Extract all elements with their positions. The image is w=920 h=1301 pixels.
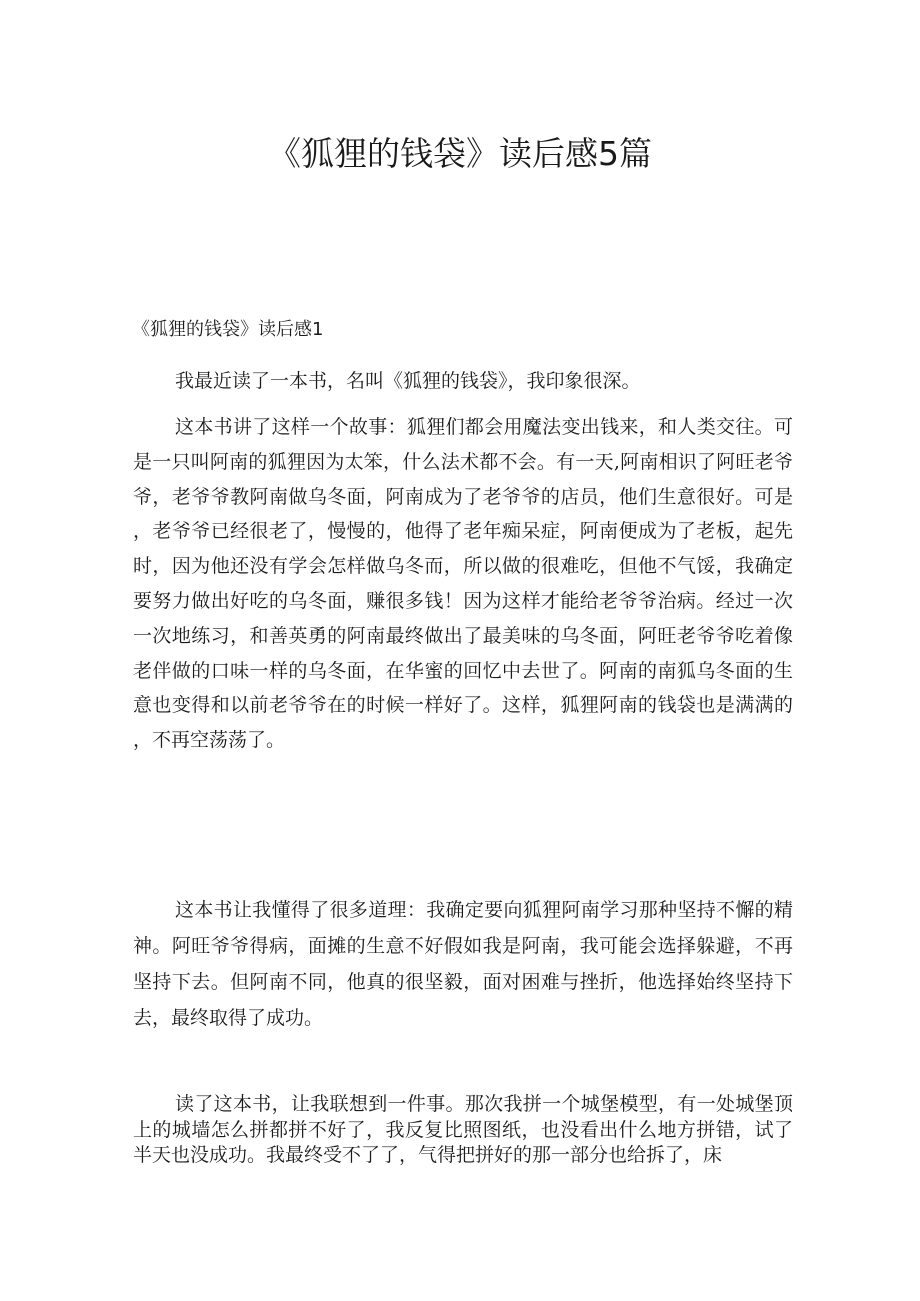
paragraph-intro: 我最近读了一本书，名叫《狐狸的钱袋》，我印象很深。 [175, 370, 641, 392]
section-title: 《狐狸的钱袋》读后感1 [132, 319, 324, 340]
paragraph-story: 这本书讲了这样一个故事：狐狸们都会用魔法变出钱来，和人类交往。可是一只叫阿南的狐狸因为太笨，什么法术都不会。有一天,阿南相识了阿旺老爷爷，老爷爷教阿南做乌冬面，阿南成为了老爷爷的店员，他们生意很好。可是，老爷爷已经很老了，慢慢的，他得了老年痴呆症，阿南便成为了老板，起先时，因为他还没有学会怎样做乌冬而，所以做的很难吃，但他不气馁，我确定要努力做出好吃的乌冬面，赚很多钱！因为这样才能给老爷爷治病。经过一次一次地练习，和善英勇的阿南最终做出了最美味的乌冬面，阿旺老爷爷吃着像老伴做的口味一样的乌冬面，在华蜜的回忆中去世了。阿南的南狐乌冬面的生意也变得和以前老爷爷在的时候一样好了。这样，狐狸阿南的钱袋也是满满的，不再空荡荡了。 [133, 416, 793, 752]
paragraph-lesson: 这本书让我懂得了很多道理：我确定要向狐狸阿南学习那种坚持不懈的精神。阿旺爷爷得病，面摊的生意不好假如我是阿南，我可能会选择躲避，不再坚持下去。但阿南不同，他真的很坚毅，面对困难与挫折，他选择始终坚持下去，最终取得了成功。 [133, 899, 793, 1029]
paragraph-association: 读了这本书，让我联想到一件事。那次我拼一个城堡模型，有一处城堡顶上的城墙怎么拼都拼不好了，我反复比照图纸，也没看出什么地方拼错，试了半天也没成功。我最终受不了了，气得把拼好的那一部分也给拆了，床 [133, 1093, 793, 1166]
document-title: 《狐狸的钱袋》读后感5篇 [268, 134, 652, 173]
